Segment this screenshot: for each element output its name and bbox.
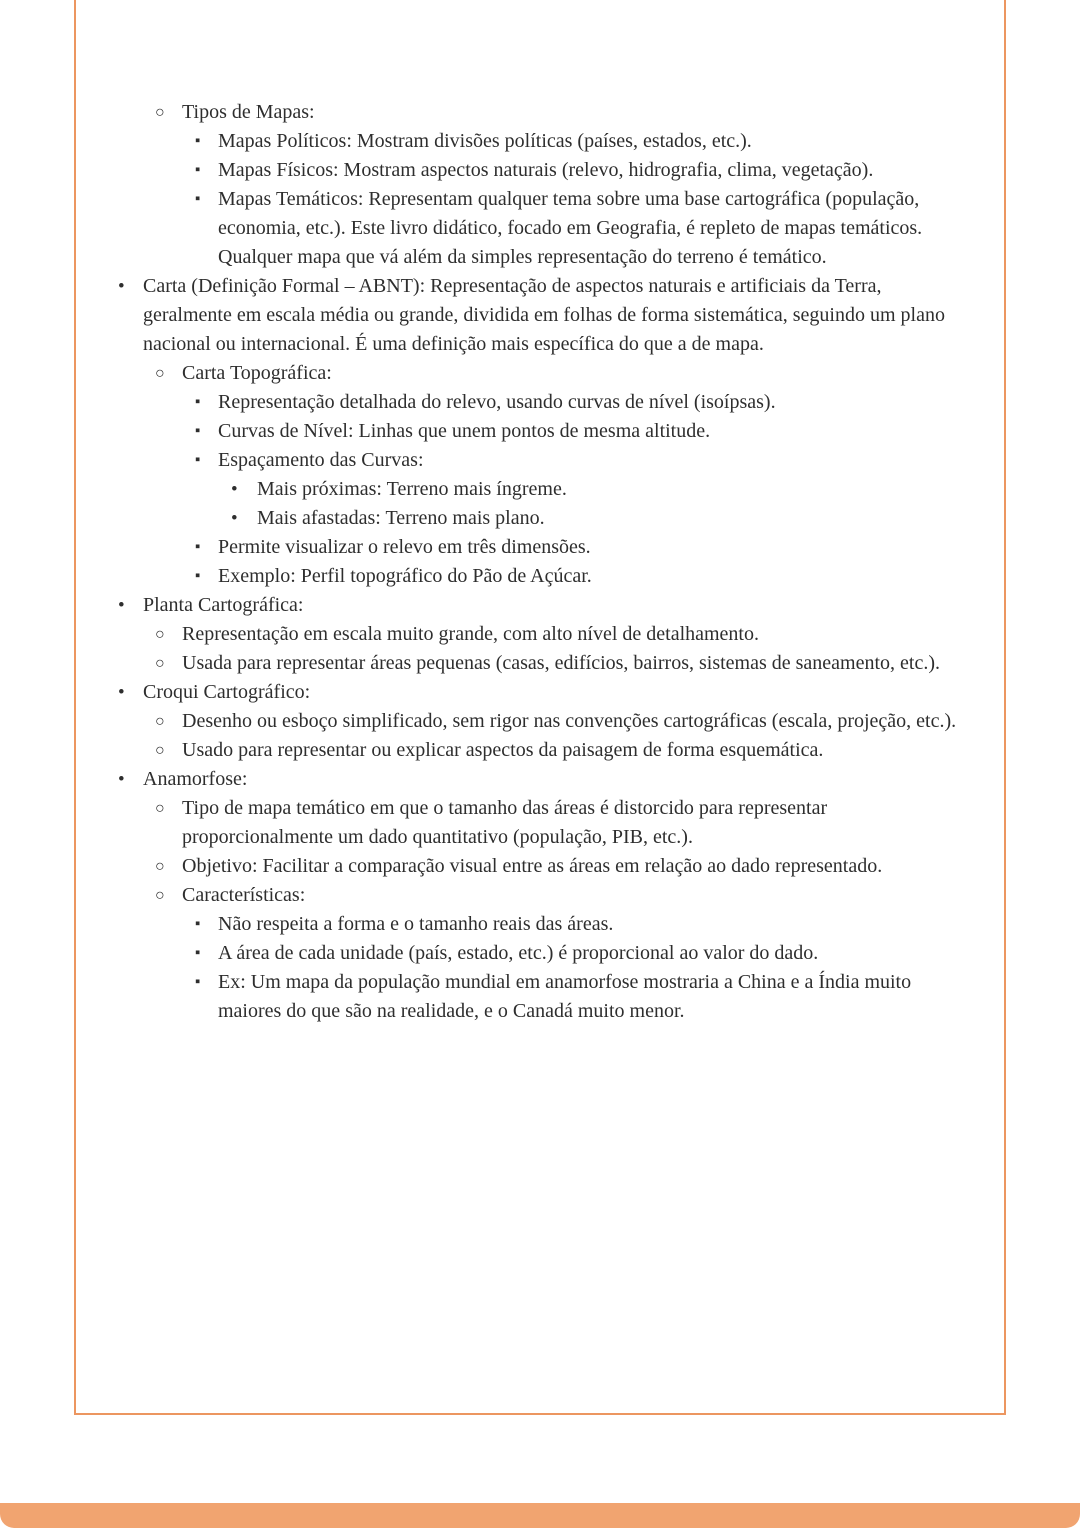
bullet-disc-icon: • xyxy=(231,508,238,529)
list-item-text: A área de cada unidade (país, estado, etc.) é proporcional ao valor do dado. xyxy=(218,942,819,964)
list-item xyxy=(0,794,1080,852)
list-item-text: Mapas Físicos: Mostram aspectos naturais (relevo, hidrografia, clima, vegetação). xyxy=(218,159,874,181)
list-item-text: Permite visualizar o relevo em três dimensões. xyxy=(218,536,591,558)
list-item-text: Características: xyxy=(182,884,306,906)
list-item xyxy=(0,533,1080,562)
list-item-text: Desenho ou esboço simplificado, sem rigor nas convenções cartográficas (escala, projeção, etc.). xyxy=(182,710,957,732)
list-item-text: Mais próximas: Terreno mais íngreme. xyxy=(257,478,567,500)
list-item xyxy=(0,359,1080,388)
list-item-text: Tipo de mapa temático em que o tamanho das áreas é distorcido para representar proporcionalmente um dado quantitativo (população, PIB, etc.). xyxy=(182,797,828,848)
list-item-text: Exemplo: Perfil topográfico do Pão de Açúcar. xyxy=(218,565,592,587)
list-item xyxy=(0,127,1080,156)
bullet-circle-icon: ○ xyxy=(155,742,165,759)
bullet-disc-icon: • xyxy=(231,479,238,500)
list-item-text: Espaçamento das Curvas: xyxy=(218,449,424,471)
list-item-text: Objetivo: Facilitar a comparação visual entre as áreas em relação ao dado representado. xyxy=(182,855,883,877)
notes-list xyxy=(0,98,1080,1026)
list-item-text: Carta (Definição Formal – ABNT): Representação de aspectos naturais e artificiais da Terra, geralmente em escala média ou grande, dividida em folhas de forma sistemática, seguindo um plano nacional ou internacional. É uma definição mais específica do que a de mapa. xyxy=(143,275,945,355)
list-item-text: Mapas Temáticos: Representam qualquer tema sobre uma base cartográfica (população, economia, etc.). Este livro didático, focado em Geografia, é repleto de mapas temáticos. Qualquer mapa que vá além da simples representação do terreno é temático. xyxy=(218,188,923,268)
bullet-circle-icon: ○ xyxy=(155,858,165,875)
bullet-circle-icon: ○ xyxy=(155,800,165,817)
list-item xyxy=(0,417,1080,446)
list-item xyxy=(0,678,1080,707)
list-item xyxy=(0,852,1080,881)
bullet-square-icon: ▪ xyxy=(195,394,201,410)
list-item xyxy=(0,388,1080,417)
bullet-circle-icon: ○ xyxy=(155,713,165,730)
bullet-square-icon: ▪ xyxy=(195,539,201,555)
list-item xyxy=(0,765,1080,794)
list-item-text: Anamorfose: xyxy=(143,768,248,790)
list-item-text: Representação em escala muito grande, com alto nível de detalhamento. xyxy=(182,623,759,645)
list-item-text: Ex: Um mapa da população mundial em anamorfose mostraria a China e a Índia muito maiores do que são na realidade, e o Canadá muito menor. xyxy=(218,971,912,1022)
list-item xyxy=(0,649,1080,678)
list-item-text: Tipos de Mapas: xyxy=(182,101,315,123)
list-item xyxy=(0,562,1080,591)
bullet-circle-icon: ○ xyxy=(155,365,165,382)
list-item-text: Curvas de Nível: Linhas que unem pontos de mesma altitude. xyxy=(218,420,711,442)
bullet-square-icon: ▪ xyxy=(195,916,201,932)
list-item xyxy=(0,446,1080,475)
bullet-square-icon: ▪ xyxy=(195,423,201,439)
bullet-disc-icon: • xyxy=(118,595,125,616)
bullet-square-icon: ▪ xyxy=(195,974,201,990)
bullet-disc-icon: • xyxy=(118,769,125,790)
list-item xyxy=(0,272,1080,359)
bullet-square-icon: ▪ xyxy=(195,191,201,207)
bullet-square-icon: ▪ xyxy=(195,133,201,149)
list-item-text: Usado para representar ou explicar aspectos da paisagem de forma esquemática. xyxy=(182,739,824,761)
list-item xyxy=(0,707,1080,736)
list-item xyxy=(0,620,1080,649)
list-item-text: Usada para representar áreas pequenas (casas, edifícios, bairros, sistemas de saneamento, etc.). xyxy=(182,652,940,674)
list-item xyxy=(0,881,1080,910)
bullet-square-icon: ▪ xyxy=(195,945,201,961)
footer-bar xyxy=(0,1503,1080,1528)
list-item-text: Mapas Políticos: Mostram divisões políticas (países, estados, etc.). xyxy=(218,130,752,152)
list-item xyxy=(0,504,1080,533)
list-item xyxy=(0,475,1080,504)
list-item xyxy=(0,185,1080,272)
bullet-square-icon: ▪ xyxy=(195,162,201,178)
bullet-circle-icon: ○ xyxy=(155,626,165,643)
list-item xyxy=(0,939,1080,968)
list-item xyxy=(0,156,1080,185)
list-item xyxy=(0,591,1080,620)
list-item xyxy=(0,98,1080,127)
list-item-text: Carta Topográfica: xyxy=(182,362,332,384)
bullet-circle-icon: ○ xyxy=(155,887,165,904)
list-item xyxy=(0,968,1080,1026)
list-item-text: Croqui Cartográfico: xyxy=(143,681,311,703)
list-item-text: Representação detalhada do relevo, usando curvas de nível (isoípsas). xyxy=(218,391,776,413)
list-item-text: Mais afastadas: Terreno mais plano. xyxy=(257,507,545,529)
bullet-square-icon: ▪ xyxy=(195,568,201,584)
list-item xyxy=(0,910,1080,939)
bullet-disc-icon: • xyxy=(118,682,125,703)
list-item-text: Não respeita a forma e o tamanho reais das áreas. xyxy=(218,913,614,935)
list-item xyxy=(0,736,1080,765)
bullet-disc-icon: • xyxy=(118,276,125,297)
bullet-circle-icon: ○ xyxy=(155,104,165,121)
bullet-circle-icon: ○ xyxy=(155,655,165,672)
bullet-square-icon: ▪ xyxy=(195,452,201,468)
list-item-text: Planta Cartográfica: xyxy=(143,594,304,616)
